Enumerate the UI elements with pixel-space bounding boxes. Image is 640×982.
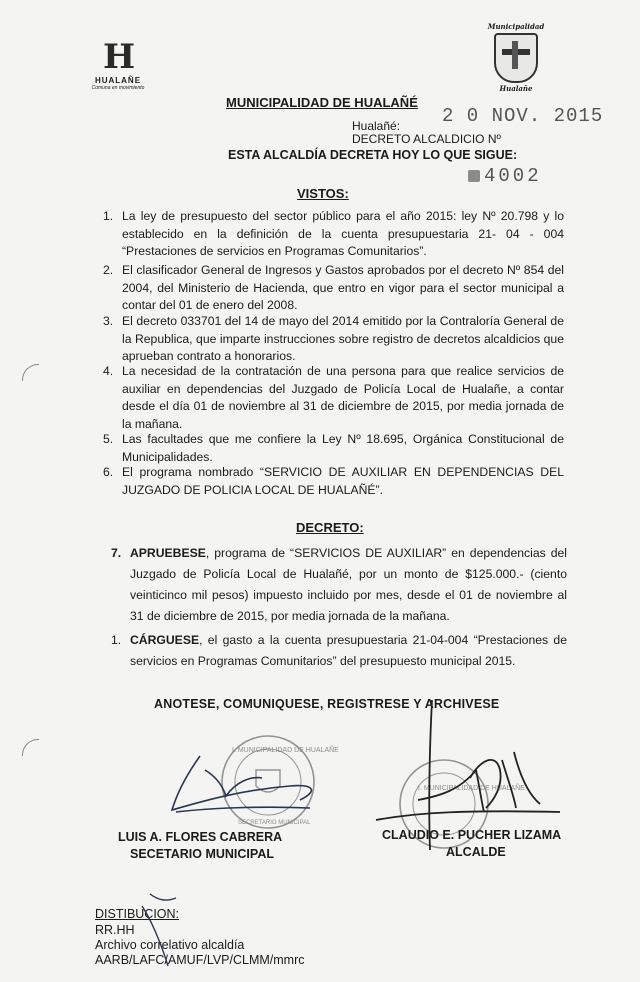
item-text: , programa de “SERVICIOS DE AUXILIAR” en dependencias del Juzgado de Policía Local de Hualañé, por un monto de $125.000.- (ciento veinticinco mil pesos) impuesto incluido por mes, desde el 01 de noviembre al 31 de diciembre de 2015, por media jornada de la mañana.: [130, 546, 567, 623]
vistos-item: [103, 431, 564, 466]
mayor-role: ALCALDE: [446, 845, 506, 859]
decree-number-label: DECRETO ALCALDICIO Nº: [352, 132, 501, 146]
shield-icon: [494, 33, 538, 83]
vistos-item: [103, 208, 564, 261]
secretary-role: SECETARIO MUNICIPAL: [130, 847, 274, 861]
distribution-line: RR.HH: [95, 923, 135, 937]
item-number: 2.: [103, 263, 114, 277]
decreto-title: DECRETO:: [296, 520, 364, 535]
secretary-name: LUIS A. FLORES CABRERA: [118, 830, 283, 844]
item-text: Las facultades que me confiere la Ley Nº 18.695, Orgánica Constitucional de Municipalidades.: [122, 432, 564, 464]
seal-text: SECRETARIO MUNICIPAL: [238, 820, 311, 826]
decree-number-stamp: 4002: [484, 165, 542, 187]
vistos-item: [103, 313, 564, 366]
item-lead: APRUEBESE: [130, 546, 206, 560]
decreto-item: [111, 630, 567, 672]
municipal-crest: [482, 22, 550, 93]
crest-bottom-text: Hualañe: [499, 84, 533, 93]
date-stamp: 2 0 NOV. 2015: [442, 105, 604, 127]
stamp-icon: [468, 170, 480, 182]
crest-top-text: Municipalidad: [487, 22, 545, 31]
seal-text: I. MUNICIPALIDAD DE HUALAÑE: [232, 747, 339, 754]
item-text: El clasificador General de Ingresos y Gastos aprobados por el decreto Nº 854 del 2004, del Ministerio de Hacienda, que entro en vigor para el sector municipal a contar del 01 de enero del 2008.: [122, 263, 564, 312]
vistos-item: [103, 262, 564, 315]
municipality-logo: [88, 37, 148, 91]
item-number: 3.: [103, 314, 114, 328]
logo-name: HUALAÑE: [94, 76, 142, 85]
distribution-title: DISTIBUCION:: [95, 907, 180, 921]
punch-hole-icon: [22, 739, 39, 756]
item-text: La necesidad de la contratación de una persona para que realice servicios de auxiliar en dependencias del Juzgado de Policía Local de Hualañe, a contar desde el día 01 de noviembre al 31 de diciembre de 2015, por media jornada de la mañana.: [122, 364, 564, 431]
item-number: 1.: [103, 209, 114, 223]
municipality-title: MUNICIPALIDAD DE HUALAÑÉ: [226, 95, 418, 110]
decree-heading: ESTA ALCALDÍA DECRETA HOY LO QUE SIGUE:: [228, 148, 518, 162]
item-number: 1.: [111, 633, 122, 647]
item-text: La ley de presupuesto del sector público para el año 2015: ley Nº 20.798 y lo establecido en la definición de la cuenta presupuestaria 21- 04 - 004 “Prestaciones de servicios en Programas Comunitarios”.: [122, 209, 564, 258]
secretary-seal-icon: [222, 736, 339, 828]
seal-text: I. MUNICIPALIDAD DE HUALAÑE: [418, 785, 525, 792]
secretary-signature-icon: [172, 756, 311, 812]
item-number: 6.: [103, 465, 114, 479]
distribution-line: AARB/LAFC/AMUF/LVP/CLMM/mmrc: [95, 953, 305, 967]
item-number: 5.: [103, 432, 114, 446]
vistos-item: [103, 464, 564, 499]
closing-formula: ANOTESE, COMUNIQUESE, REGISTRESE Y ARCHIVESE: [154, 697, 500, 711]
decreto-item: [111, 543, 567, 627]
item-lead: CÁRGUESE: [130, 633, 200, 647]
logo-tagline: Comuna en movimiento: [91, 85, 145, 91]
logo-mark: H: [102, 37, 134, 77]
item-number: 7.: [111, 546, 122, 560]
item-text: El programa nombrado “SERVICIO DE AUXILIAR EN DEPENDENCIAS DEL JUZGADO DE POLICIA LOCAL DE HUALAÑÉ”.: [122, 465, 564, 497]
item-text: El decreto 033701 del 14 de mayo del 2014 emitido por la Contraloría General de la Republica, que imparte instrucciones sobre registro de decretos alcaldicios que aprueban contrato a honorarios.: [122, 314, 564, 363]
mayor-name: CLAUDIO E. PUCHER LIZAMA: [382, 828, 562, 842]
punch-hole-icon: [22, 364, 39, 381]
place-label: Hualañé:: [352, 119, 401, 133]
distribution-line: Archivo correlativo alcaldía: [95, 938, 245, 952]
vistos-title: VISTOS:: [297, 186, 349, 201]
vistos-item: [103, 363, 564, 433]
item-number: 4.: [103, 364, 114, 378]
item-text: , el gasto a la cuenta presupuestaria 21-04-004 “Prestaciones de servicios en Programas Comunitarios” del presupuesto municipal 2015.: [130, 633, 567, 668]
